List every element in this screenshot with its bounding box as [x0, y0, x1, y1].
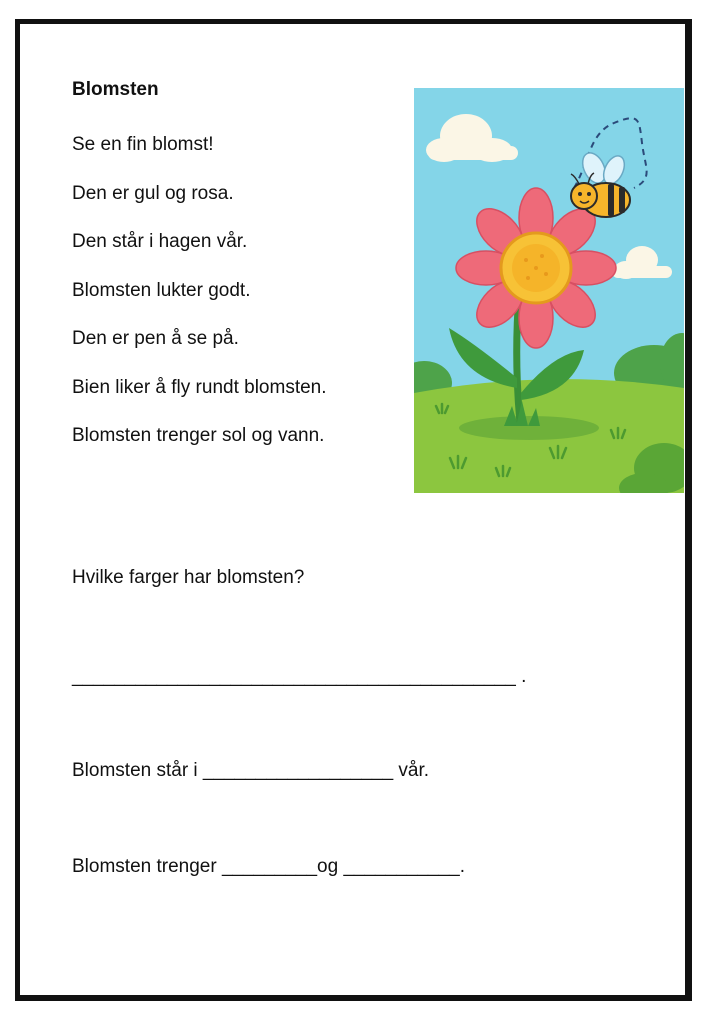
story-line: Den er gul og rosa. — [72, 182, 234, 204]
question-colors: Hvilke farger har blomsten? — [72, 567, 305, 588]
story-line: Se en fin blomst! — [72, 134, 214, 155]
story-line: Den står i hagen vår. — [72, 231, 248, 252]
answer-line-colors: __________________________________________ . — [72, 666, 527, 687]
worksheet-title: Blomsten — [72, 79, 159, 100]
story-line: Den er pen å se på. — [72, 328, 239, 349]
story-line: Bien liker å fly rundt blomsten. — [72, 376, 327, 398]
story-line: Blomsten lukter godt. — [72, 279, 251, 301]
story-line: Blomsten trenger sol og vann. — [72, 425, 325, 446]
question-needs: Blomsten trenger _________og ___________. — [72, 856, 465, 877]
question-garden: Blomsten står i __________________ vår. — [72, 760, 430, 781]
flower-bee-illustration — [414, 88, 684, 493]
story-text — [72, 133, 327, 473]
